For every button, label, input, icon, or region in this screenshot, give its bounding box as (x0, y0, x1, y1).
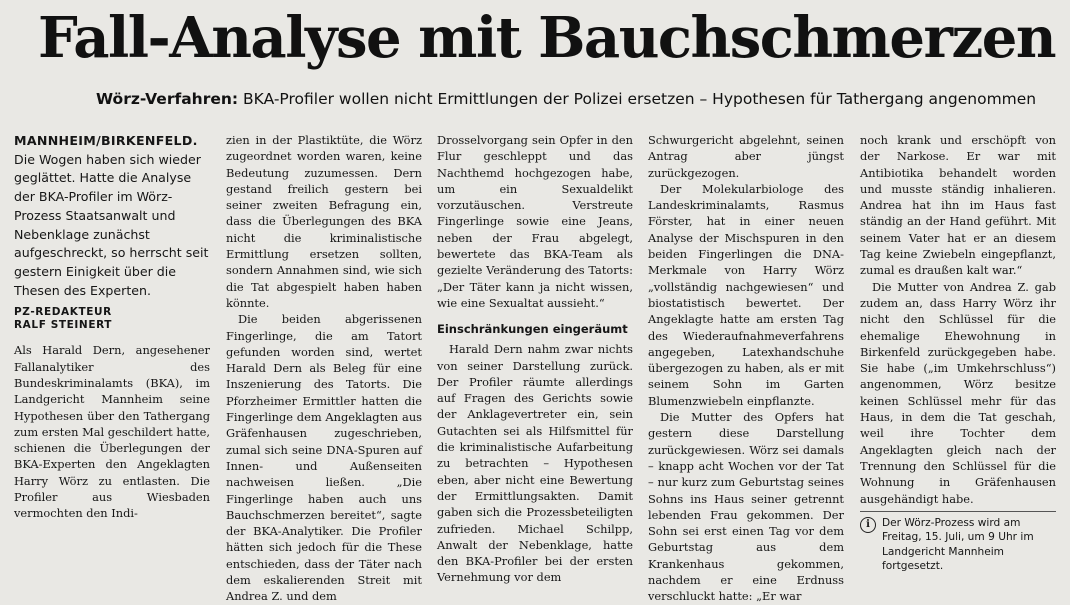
byline (14, 306, 210, 332)
body-paragraph: Harald Dern nahm zwar nichts von seiner Darstellung zurück. Der Profiler räumte allerdings auf Fragen des Gerichts sowie der Anklagevertreter ein, sein Gutachten sei als Hilfsmittel für die kriminalistische Aufarbeitung zu betrachten – Hypothesen eben, aber nicht eine Bewertung der Ermittlungsakten. Damit gaben sich die Prozessbeteiligten zufrieden. Michael Schilpp, Anwalt der Nebenklage, hatte den BKA-Profiler bei der ersten Vernehmung vor dem (437, 342, 633, 585)
body-paragraph: noch krank und erschöpft von der Narkose. Er war mit Antibiotika behandelt worden und musste ständig inhalieren. Andrea hat ihn im Haus fast ständig an der Hand geführt. Mit seinem Vater hat er an diesem Tag keine Zwiebeln eingepflanzt, zumal es draußen kalt war.“ (860, 133, 1056, 278)
body-paragraph: zien in der Plastiktüte, die Wörz zugeordnet worden waren, keine Bedeutung zuzumessen. Dern gestand freilich gestern bei seiner zweiten Befragung ein, dass die Überlegungen des BKA nicht die kriminalistische Ermittlung ersetzen sollten, sondern Annahmen sind, wie sich die Tat abgespielt haben haben könnte. (226, 133, 422, 310)
body-paragraph: Schwurgericht abgelehnt, seinen Antrag aber jüngst zurückgezogen. (648, 133, 844, 180)
subheadline (96, 88, 1056, 110)
body-paragraph: Die Mutter von Andrea Z. gab zudem an, dass Harry Wörz ihr nicht den Schlüssel für die ehemalige Ehewohnung in Birkenfeld zurückgegeben habe. Sie habe („im Umkehrschluss“) angenommen, Wörz besitze keinen Schlüssel mehr für das Haus, in dem die Tat geschah, weil ihre Tochter dem Angeklagten gleich nach der Trennung den Schlüssel für die Wohnung in Gräfenhausen ausgehändigt habe. (860, 279, 1056, 506)
subheadline-text: BKA-Profiler wollen nicht Ermittlungen der Polizei ersetzen – Hypothesen für Tathergang angenommen (243, 90, 1037, 108)
dateline: MANNHEIM/BIRKENFELD. (14, 133, 198, 148)
section-subhead: Einschränkungen eingeräumt (437, 322, 628, 337)
column-1 (14, 132, 210, 522)
body-paragraph: Der Molekularbiologe des Landeskriminalamts, Rasmus Förster, hat in einer neuen Analyse der Mischspuren in den beiden Fingerlingen die DNA-Merkmale von Harry Wörz „vollständig nachgewiesen“ und biostatistisch bewertet. Der Angeklagte hatte am ersten Tag des Wiederaufnahmeverfahrens angegeben, Latexhandschuhe übergezogen zu haben, als er mit seinem Sohn im Garten Blumenzwiebeln einpflanzte. (648, 181, 844, 408)
column-5 (860, 132, 1056, 573)
subheadline-kicker: Wörz-Verfahren: (96, 90, 239, 108)
byline-role: PZ-REDAKTEUR (14, 306, 112, 319)
headline: Fall-Analyse mit Bauchschmerzen (38, 5, 1056, 71)
lead-paragraph (14, 132, 210, 300)
lead-text: Die Wogen haben sich wieder geglättet. Hatte die Analyse der BKA-Profiler im Wörz-Prozess Staatsanwalt und Nebenklage zunächst aufgeschreckt, so herrscht seit gestern Einigkeit über die Thesen des Experten. (14, 151, 209, 298)
body-paragraph: Drosselvorgang sein Opfer in den Flur geschleppt und das Nachthemd hochgezogen habe, um ein Sexualdelikt vorzutäuschen. Verstreute Fingerlinge sowie eine Jeans, neben der Frau abgelegt, bewertete das BKA-Team als gezielte Veränderung des Tatorts: „Der Täter kann ja nicht wissen, wie eine Sexualtat aussieht.“ (437, 133, 633, 310)
column-3 (437, 132, 633, 586)
column-4 (648, 132, 844, 605)
byline-name: RALF STEINERT (14, 319, 113, 332)
body-paragraph: Als Harald Dern, angesehener Fallanalytiker des Bundeskriminalamts (BKA), im Landgericht Mannheim seine Hypothesen über den Tathergang zum ersten Mal geschildert hatte, schienen die Überlegungen der BKA-Experten den Angeklagten Harry Wörz zu entlasten. Die Profiler aus Wiesbaden vermochten den Indi- (14, 343, 210, 521)
column-2 (226, 132, 422, 605)
info-icon: i (860, 517, 876, 533)
info-box-text: Der Wörz-Prozess wird am Freitag, 15. Juli, um 9 Uhr im Landgericht Mannheim fortgesetzt. (882, 516, 1034, 573)
body-paragraph: Die Mutter des Opfers hat gestern diese Darstellung zurückgewiesen. Wörz sei damals – knapp acht Wochen vor der Tat – nur kurz zum Geburtstag seines Sohns ins Haus seiner getrennt lebenden Frau gekommen. Der Sohn sei erst einen Tag vor dem Geburtstag aus dem Krankenhaus gekommen, nachdem er eine Erdnuss verschluckt hatte: „Er war (648, 410, 844, 604)
info-box (860, 511, 1056, 574)
body-paragraph: Die beiden abgerissenen Fingerlinge, die am Tatort gefunden worden sind, wertet Harald Dern als Beleg für eine Inszenierung des Tatorts. Die Pforzheimer Ermittler hatten die Fingerlinge dem Angeklagten aus Gräfenhausen zugeschrieben, zumal sich seine DNA-Spuren auf Innen- und Außenseiten nachweisen ließen. „Die Fingerlinge haben auch uns Bauchschmerzen bereitet“, sagte der BKA-Analytiker. Die Profiler hätten sich jedoch für die These entschieden, dass der Täter nach dem eskalierenden Streit mit Andrea Z. und dem (226, 312, 422, 604)
